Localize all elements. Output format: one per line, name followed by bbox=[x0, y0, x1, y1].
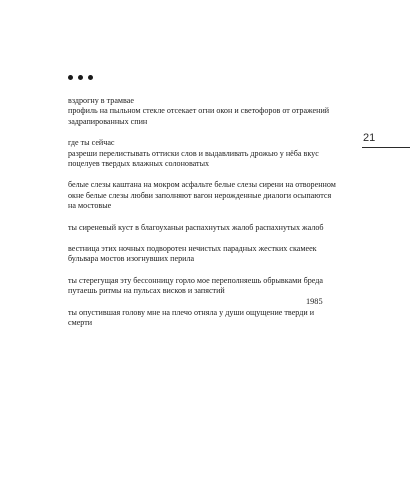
poem-line: ты сиреневый куст в благоуханьи распахнутых жалоб распахнутых жалоб bbox=[68, 222, 324, 232]
stanza-2 bbox=[68, 138, 378, 169]
poem-line: профиль на пыльном стекле отсекает огни окон и светофоров от отражений bbox=[68, 106, 330, 116]
stanza-1 bbox=[68, 96, 378, 127]
poem-line: поцелуев твердых влажных солоноватых bbox=[68, 159, 210, 169]
poem-line: белые слезы каштана на мокром асфальте белые слезы сирени на отворенном bbox=[68, 180, 336, 190]
poem-line: вздрогну в трамвае bbox=[68, 96, 134, 105]
dot-icon bbox=[78, 75, 83, 80]
poem-line: ты опустившая голову мне на плечо отняла у души ощущение тверди и bbox=[68, 307, 315, 317]
poem-year: 1985 bbox=[306, 297, 323, 306]
page-number-rule bbox=[362, 147, 410, 148]
stanza-6 bbox=[68, 276, 378, 297]
poem-line: задрапированных спин bbox=[68, 116, 148, 126]
poem-line: вестница этих ночных подворотен нечистых парадных жестких скамеек bbox=[68, 244, 317, 254]
poem-line: окне белые слезы любви заполняют вагон нерожденные диалоги осыпаются bbox=[68, 190, 332, 200]
stanza-7 bbox=[68, 308, 378, 329]
poem-line: разреши перелистывать оттиски слов и выдавливать дрожью у нёба вкус bbox=[68, 148, 319, 158]
poem-line: ты стерегущая эту бессонницу горло мое переполняешь обрывками бреда bbox=[68, 275, 323, 285]
stanza-4 bbox=[68, 223, 378, 233]
stanza-3 bbox=[68, 180, 378, 211]
dot-icon bbox=[88, 75, 93, 80]
stanza-5 bbox=[68, 244, 378, 265]
poem-body bbox=[68, 96, 378, 340]
poem-line: смерти bbox=[68, 318, 93, 328]
dot-icon bbox=[68, 75, 73, 80]
poem-line: путаешь ритмы на пульсах висков и запястий bbox=[68, 286, 225, 296]
poem-line: на мостовые bbox=[68, 201, 112, 211]
ornament-three-dots-icon bbox=[68, 75, 93, 80]
poem-line: где ты сейчас bbox=[68, 138, 115, 148]
poem-line: бульвара мостов изогнувших перила bbox=[68, 254, 195, 264]
page-number: 21 bbox=[363, 132, 376, 144]
